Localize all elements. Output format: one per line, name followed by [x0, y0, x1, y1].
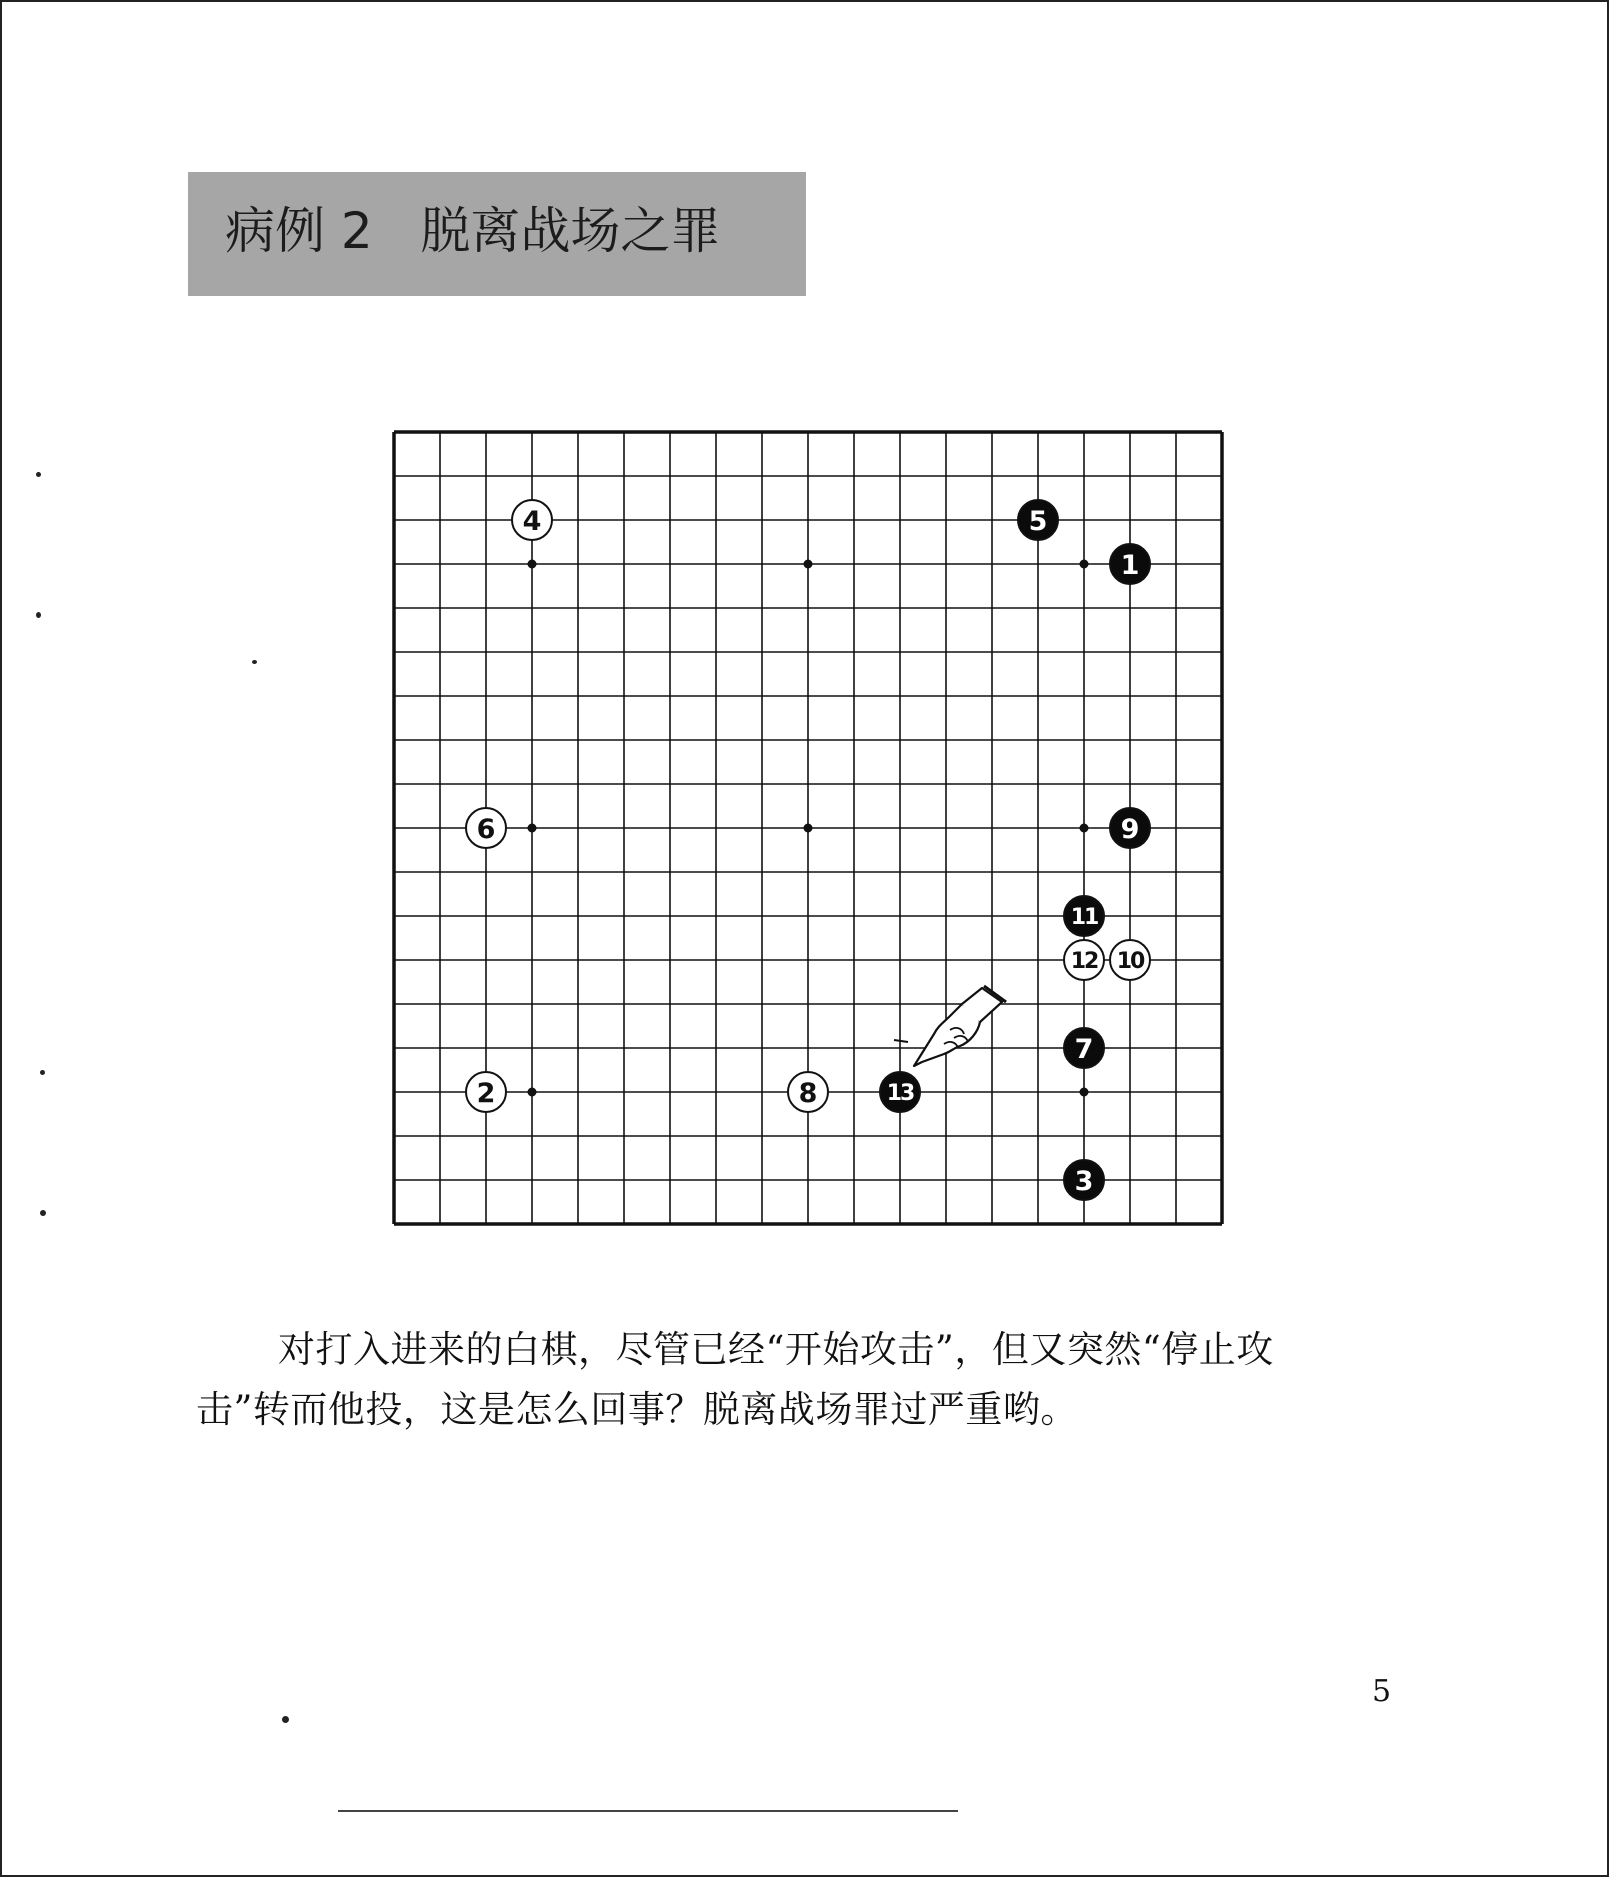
stone-number: 11: [1070, 905, 1098, 930]
stone-black-7: [1064, 1028, 1104, 1068]
star-point: [1080, 560, 1089, 569]
stone-number: 7: [1074, 1034, 1094, 1065]
stone-number: 8: [798, 1078, 818, 1109]
stone-number: 6: [476, 814, 496, 845]
stone-black-3: [1064, 1160, 1104, 1200]
stone-number: 2: [476, 1078, 496, 1109]
stone-number: 3: [1074, 1166, 1094, 1197]
stone-number: 12: [1070, 949, 1098, 974]
scan-speck: [40, 1070, 45, 1075]
star-point: [804, 824, 813, 833]
stone-white-2: [466, 1072, 506, 1112]
stone-white-8: [788, 1072, 828, 1112]
scan-speck: [36, 472, 41, 477]
stone-white-10: [1110, 940, 1150, 980]
stone-black-9: [1110, 808, 1150, 848]
stone-number: 9: [1120, 814, 1140, 845]
star-point: [804, 560, 813, 569]
page-number: 5: [1372, 1674, 1392, 1709]
body-paragraph-line-1: 对打入进来的白棋，尽管已经“开始攻击”，但又突然“停止攻: [278, 1328, 1274, 1371]
stone-black-13: [880, 1072, 920, 1112]
stone-number: 10: [1116, 949, 1144, 974]
stone-white-6: [466, 808, 506, 848]
page-title: 病例 2 脱离战场之罪: [225, 202, 721, 260]
star-point: [528, 1088, 537, 1097]
scan-speck: [36, 612, 41, 618]
pointing-hand-icon: [894, 986, 1006, 1066]
star-point: [1080, 1088, 1089, 1097]
scan-speck: [252, 660, 257, 664]
pointing-hand-shape: [894, 986, 1006, 1066]
stone-black-11: [1064, 896, 1104, 936]
star-point: [528, 560, 537, 569]
stone-black-1: [1110, 544, 1150, 584]
scan-speck: [40, 1210, 46, 1216]
stone-number: 4: [522, 506, 542, 537]
go-board-diagram: [390, 428, 1230, 1228]
scan-rule: [338, 1810, 958, 1812]
stone-white-12: [1064, 940, 1104, 980]
stone-black-5: [1018, 500, 1058, 540]
star-point: [528, 824, 537, 833]
stone-number: 1: [1120, 550, 1140, 581]
stone-white-4: [512, 500, 552, 540]
body-paragraph-line-2: 击”转而他投，这是怎么回事？脱离战场罪过严重哟。: [196, 1388, 1078, 1431]
stone-number: 13: [886, 1081, 914, 1106]
stone-number: 5: [1028, 506, 1048, 537]
star-point: [1080, 824, 1089, 833]
scan-speck: [282, 1716, 289, 1723]
